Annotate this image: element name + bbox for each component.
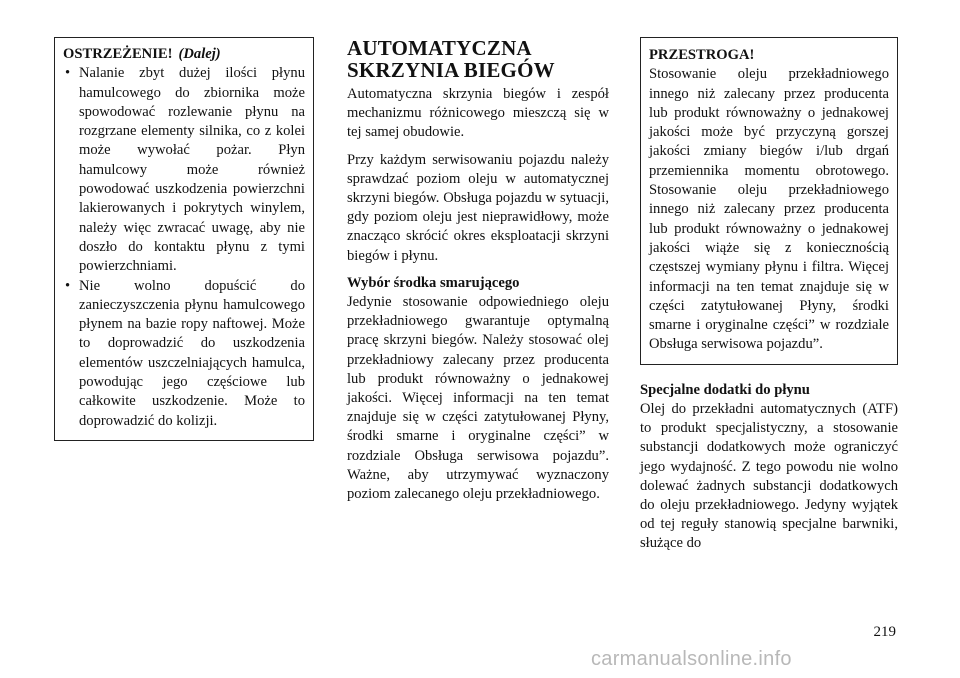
- warning-heading: [63, 45, 305, 64]
- section-title-line-1: AUTOMATYCZNA: [347, 36, 532, 60]
- section-title-line-2: SKRZYNIA BIEGÓW: [347, 58, 555, 82]
- warning-column: [54, 37, 314, 441]
- additives-subheading: Specjalne dodatki do płynu: [640, 381, 810, 398]
- warning-item-2: • Nie wolno dopuścić do zanieczyszczenia płynu hamulcowego płynem na bazie ropy naftowej. Może to doprowadzić do uszkodzenia elementów uszczelniających hamulca, powodując jego częściowe lub całkowite uszkodzenie. Może to doprowadzić do kolizji.: [63, 277, 305, 431]
- lubricant-subheading: Wybór środka smarującego: [347, 274, 520, 291]
- warning-list: [63, 64, 305, 431]
- lubricant-paragraph: Jedynie stosowanie odpowiedniego oleju przekładniowego gwarantuje optymalną pracę skrzyni biegów. Należy stosować olej przekładniowy zalecany przez producenta lub produkt równoważny o jednakowej jakości. Więcej informacji na ten temat znajduje się w części zatytułowanej Płyny, środki smarne i oryginalne części” w rozdziale Obsługa serwisowa pojazdu”. Ważne, aby utrzymywać wyznaczony poziom zalecanego oleju przekładniowego.: [347, 294, 609, 503]
- caution-text: Stosowanie oleju przekładniowego innego niż zalecany przez producenta lub produkt równoważny o jednakowej jakości może być przyczyną gorszej jakości zmiany biegów i/lub drgań przemiennika momentu obrotowego. Stosowanie oleju przekładniowego innego niż zalecany przez producenta lub produkt równoważny o jednakowej jakości wiąże się z koniecznością częstszej wymiany płynu i filtra. Więcej informacji na ten temat znajduje się w części zatytułowanej Płyny, środki smarne i oryginalne części” w rozdziale Obsługa serwisowa pojazdu”.: [649, 66, 889, 353]
- warning-box: [54, 37, 314, 441]
- caution-heading: PRZESTROGA!: [649, 47, 755, 63]
- section-paragraph-2: Przy każdym serwisowaniu pojazdu należy sprawdzać poziom oleju w automatycznej skrzyni biegów. Obsługa pojazdu w sytuacji, gdy poziom oleju jest nieprawidłowy, może znacząco skrócić okres eksploatacji skrzyni biegów i płynu.: [347, 151, 609, 264]
- warning-continued-label: (Dalej): [178, 46, 221, 62]
- warning-heading-text: OSTRZEŻENIE!: [63, 46, 173, 62]
- section-paragraph-1: Automatyczna skrzynia biegów i zespół mechanizmu różnicowego mieszczą się w tej samej obudowie.: [347, 86, 609, 141]
- section-title: [347, 37, 609, 81]
- caution-box: [640, 37, 898, 365]
- watermark-text: carmanualsonline.info: [591, 648, 792, 670]
- transmission-column: [347, 37, 609, 512]
- page-number: 219: [873, 624, 896, 640]
- caution-column: [640, 37, 898, 562]
- warning-item-1: • Nalanie zbyt dużej ilości płynu hamulcowego do zbiornika może spowodować rozlewanie płynu na rozgrzane elementy silnika, co z kolei może wywołać pożar. Płyn hamulcowy może również powodować uszkodzenia powierzchni lakierowanych i pokrytych winylem, należy więc zwracać uwagę, aby nie doszło do kontaktu płynu z tymi powierzchniami.: [63, 64, 305, 276]
- additives-paragraph: Olej do przekładni automatycznych (ATF) to produkt specjalistyczny, a stosowanie substancji dodatkowych może ograniczyć jego wydajność. Z tego powodu nie wolno dolewać żadnych substancji dodatkowych do oleju przekładniowego. Jedyny wyjątek od tej reguły stanowią specjalne barwniki, służące do: [640, 400, 898, 552]
